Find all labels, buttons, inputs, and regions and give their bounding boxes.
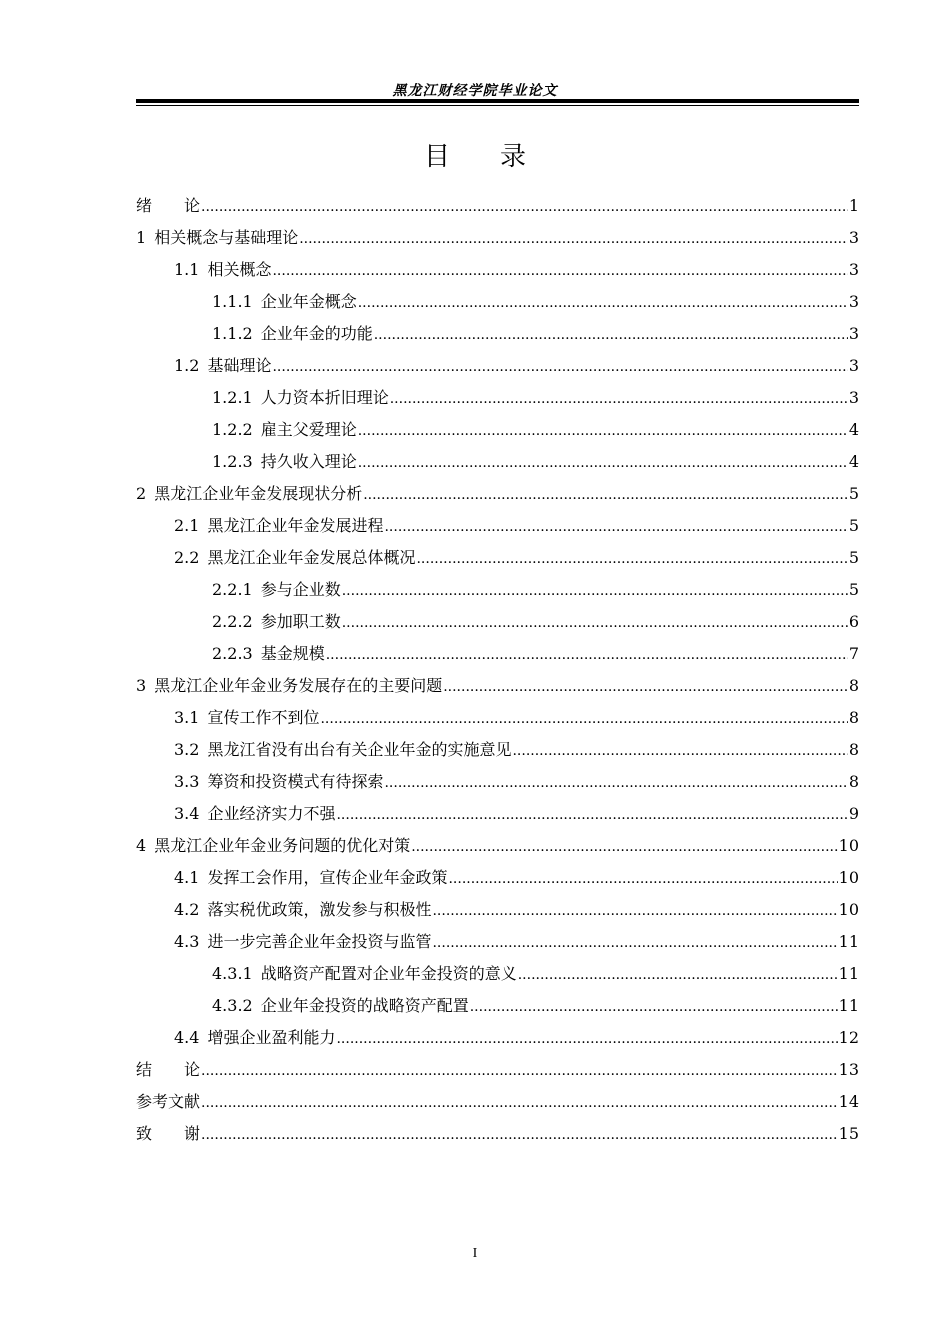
toc-entry-label [174,1022,335,1054]
toc-entry-label [174,894,431,926]
toc-entry-text: 参与企业数 [260,580,341,599]
toc-entry[interactable] [136,1022,859,1054]
toc-entry-text: 雇主父爱理论 [260,420,357,439]
toc-entry-label-char: 论 [184,1060,201,1079]
toc-entry[interactable] [136,382,859,414]
toc-entry-text: 落实税优政策，激发参与积极性 [207,900,432,919]
toc-entry-page: 10 [838,868,859,887]
toc-entry-page: 5 [848,516,859,535]
toc-leader-dots [432,927,837,959]
toc-entry-page: 15 [838,1124,859,1143]
toc-entry-page: 4 [848,420,859,439]
toc-leader-dots [443,671,848,703]
toc-leader-dots [299,223,848,255]
toc-entry-label-char: 论 [184,196,201,215]
toc-title-char-2: 录 [500,142,527,172]
toc-entry[interactable] [136,190,859,222]
toc-entry[interactable] [136,542,859,574]
toc-entry-page: 3 [848,356,859,375]
toc-entry-text: 黑龙江企业年金业务发展存在的主要问题 [154,676,443,695]
toc-entry[interactable] [136,606,859,638]
toc-entry-label [174,862,447,894]
toc-leader-dots [272,255,847,287]
toc-entry-label [174,734,511,766]
toc-entry-page: 9 [848,804,859,823]
toc-entry-label [212,638,325,670]
table-of-contents [136,190,859,1150]
toc-leader-dots [518,959,838,991]
toc-entry[interactable] [136,766,859,798]
toc-entry[interactable] [136,350,859,382]
toc-entry-label [174,510,383,542]
toc-leader-dots [411,831,837,863]
toc-entry-page: 11 [838,964,859,983]
toc-entry-label-char: 结 [136,1060,153,1079]
toc-entry-number: 2.2.1 [212,580,253,599]
toc-leader-dots [201,1055,838,1087]
toc-entry-label [174,702,319,734]
toc-entry-page: 8 [848,772,859,791]
toc-entry-label [212,318,373,350]
toc-title [0,136,950,173]
toc-leader-dots [416,543,847,575]
toc-entry-number: 2.2.2 [212,612,253,631]
toc-entry-label [136,1086,200,1118]
header-rule-thick [136,99,859,103]
toc-entry[interactable] [136,286,859,318]
toc-entry[interactable] [136,446,859,478]
toc-entry[interactable] [136,1054,859,1086]
toc-entry-number: 4.2 [174,900,200,919]
toc-entry[interactable] [136,990,859,1022]
toc-entry[interactable] [136,1086,859,1118]
toc-leader-dots [363,479,848,511]
toc-entry-number: 1.2.1 [212,388,253,407]
toc-entry[interactable] [136,862,859,894]
toc-leader-dots [326,639,848,671]
toc-leader-dots [201,1087,838,1119]
toc-leader-dots [384,511,847,543]
toc-entry-number: 2.2 [174,548,200,567]
toc-entry[interactable] [136,894,859,926]
toc-entry-label [212,990,469,1022]
toc-entry-page: 6 [848,612,859,631]
toc-entry-label [136,1118,200,1150]
toc-entry-label-char: 致 [136,1124,153,1143]
toc-entry[interactable] [136,510,859,542]
toc-title-char-1: 目 [423,142,450,172]
toc-leader-dots [342,607,848,639]
toc-entry[interactable] [136,318,859,350]
toc-entry-page: 11 [838,932,859,951]
toc-entry-text: 筹资和投资模式有待探索 [207,772,384,791]
toc-entry[interactable] [136,254,859,286]
toc-entry-label [174,798,335,830]
toc-leader-dots [390,383,848,415]
toc-entry-page: 8 [848,708,859,727]
toc-leader-dots [272,351,847,383]
toc-entry-text: 基础理论 [207,356,272,375]
toc-entry-number: 1 [136,228,147,247]
toc-entry-page: 14 [838,1092,859,1111]
toc-entry-label [212,606,341,638]
toc-entry-label [212,414,357,446]
toc-entry-text: 相关概念与基础理论 [154,228,299,247]
toc-entry-text: 企业年金的功能 [260,324,373,343]
toc-entry[interactable] [136,734,859,766]
toc-entry-page: 8 [848,740,859,759]
toc-entry-label [174,254,271,286]
toc-entry-number: 4.3.2 [212,996,253,1015]
toc-entry-label-char: 谢 [184,1124,201,1143]
toc-leader-dots [358,447,848,479]
toc-entry-number: 2 [136,484,147,503]
toc-entry-page: 3 [848,260,859,279]
toc-entry-number: 4 [136,836,147,855]
toc-entry-text: 增强企业盈利能力 [207,1028,336,1047]
toc-entry-label [136,222,298,254]
toc-entry-number: 1.1 [174,260,200,279]
toc-entry-page: 5 [848,580,859,599]
toc-entry-text: 人力资本折旧理论 [260,388,389,407]
toc-entry-label [136,830,410,862]
toc-leader-dots [342,575,848,607]
toc-entry[interactable] [136,574,859,606]
toc-entry[interactable] [136,830,859,862]
toc-entry-page: 3 [848,228,859,247]
toc-entry-text: 黑龙江企业年金发展现状分析 [154,484,363,503]
toc-entry-number: 3 [136,676,147,695]
toc-entry[interactable] [136,958,859,990]
toc-entry-page: 4 [848,452,859,471]
toc-entry-page: 11 [838,996,859,1015]
toc-entry-page: 5 [848,548,859,567]
footer-page-number: I [472,1246,478,1261]
toc-entry-label [136,1054,200,1086]
toc-entry-page: 12 [838,1028,859,1047]
toc-entry-text: 黑龙江企业年金发展总体概况 [207,548,416,567]
toc-entry-number: 4.1 [174,868,200,887]
toc-entry-text: 发挥工会作用，宣传企业年金政策 [207,868,448,887]
toc-leader-dots [358,415,848,447]
toc-entry[interactable] [136,478,859,510]
toc-entry-page: 3 [848,388,859,407]
toc-entry[interactable] [136,702,859,734]
toc-entry-number: 1.2.3 [212,452,253,471]
toc-leader-dots [384,767,847,799]
toc-entry-page: 3 [848,324,859,343]
toc-entry-text: 持久收入理论 [260,452,357,471]
toc-entry-page: 1 [848,196,859,215]
toc-leader-dots [336,1023,837,1055]
toc-entry-number: 2.1 [174,516,200,535]
toc-entry-label [174,350,271,382]
toc-entry-text: 进一步完善企业年金投资与监管 [207,932,432,951]
toc-entry[interactable] [136,670,859,702]
toc-entry-number: 1.2.2 [212,420,253,439]
toc-entry-text: 企业经济实力不强 [207,804,336,823]
toc-entry-label [136,478,362,510]
toc-entry-page: 7 [848,644,859,663]
toc-entry-text: 黑龙江省没有出台有关企业年金的实施意见 [207,740,512,759]
toc-leader-dots [201,191,848,223]
toc-entry-label [174,926,431,958]
toc-entry-label [212,286,357,318]
toc-entry-text: 参考文献 [136,1092,201,1111]
toc-entry-number: 3.4 [174,804,200,823]
toc-entry-text: 黑龙江企业年金发展进程 [207,516,384,535]
toc-entry-text: 相关概念 [207,260,272,279]
toc-leader-dots [470,991,838,1023]
toc-leader-dots [432,895,837,927]
toc-leader-dots [358,287,848,319]
toc-entry-page: 3 [848,292,859,311]
toc-entry-text: 企业年金概念 [260,292,357,311]
toc-entry-label [212,958,517,990]
toc-entry-label [136,190,200,222]
toc-entry-text: 宣传工作不到位 [207,708,320,727]
toc-entry-number: 1.1.1 [212,292,253,311]
toc-entry-number: 1.2 [174,356,200,375]
toc-entry[interactable] [136,638,859,670]
toc-leader-dots [336,799,847,831]
toc-entry-label [212,446,357,478]
toc-entry-text: 参加职工数 [260,612,341,631]
toc-entry-page: 13 [838,1060,859,1079]
toc-entry-label [174,542,415,574]
running-header-title: 黑龙江财经学院毕业论文 [392,83,558,99]
toc-entry-label [174,766,383,798]
toc-leader-dots [448,863,837,895]
toc-leader-dots [512,735,847,767]
toc-entry-text: 黑龙江企业年金业务问题的优化对策 [154,836,411,855]
toc-entry-number: 2.2.3 [212,644,253,663]
toc-entry[interactable] [136,798,859,830]
toc-entry-label-char: 绪 [136,196,153,215]
toc-entry-page: 5 [848,484,859,503]
toc-entry[interactable] [136,222,859,254]
toc-entry-number: 1.1.2 [212,324,253,343]
toc-entry-text: 基金规模 [260,644,325,663]
toc-entry-text: 战略资产配置对企业年金投资的意义 [260,964,517,983]
toc-leader-dots [374,319,848,351]
toc-entry[interactable] [136,1118,859,1150]
toc-entry-page: 8 [848,676,859,695]
toc-entry-label [212,382,389,414]
toc-leader-dots [320,703,847,735]
toc-leader-dots [201,1119,838,1151]
toc-entry-number: 4.3.1 [212,964,253,983]
toc-entry-page: 10 [838,836,859,855]
toc-entry-number: 3.2 [174,740,200,759]
toc-entry-label [212,574,341,606]
toc-entry-number: 3.3 [174,772,200,791]
toc-entry-text: 企业年金投资的战略资产配置 [260,996,469,1015]
toc-entry-page: 10 [838,900,859,919]
toc-entry-number: 4.3 [174,932,200,951]
toc-entry-label [136,670,442,702]
toc-entry-number: 4.4 [174,1028,200,1047]
toc-entry[interactable] [136,414,859,446]
header-rule-thin [136,105,859,106]
toc-entry[interactable] [136,926,859,958]
toc-entry-number: 3.1 [174,708,200,727]
